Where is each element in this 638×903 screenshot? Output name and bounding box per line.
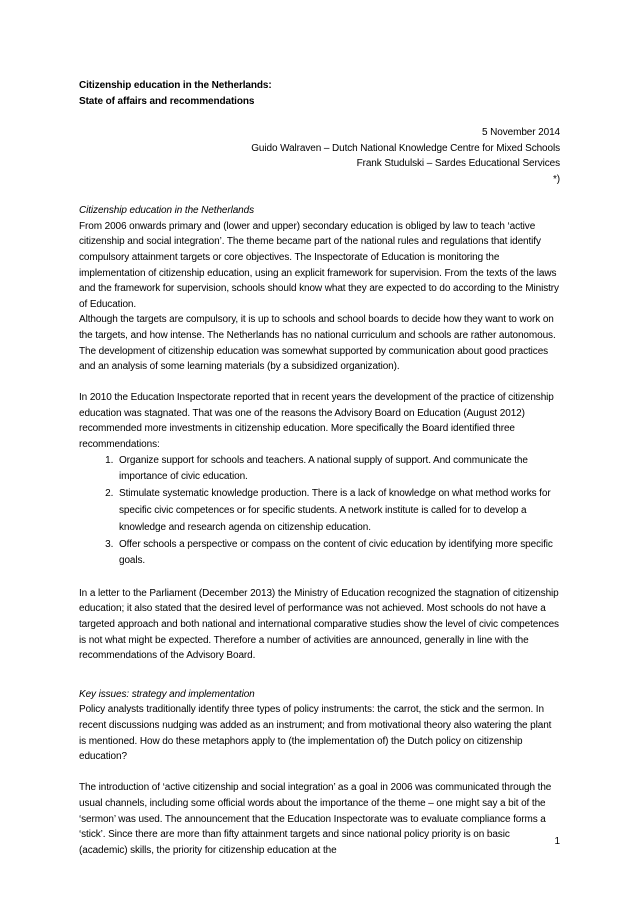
- paragraph: In a letter to the Parliament (December 2013) the Ministry of Education recognized the stagnation of citizenship education; it also stated that the desired level of performance was not achieved. Most schools do not have a targeted approach and both national and international comparative studies show the level of civic competences is not what might be expected. Therefore a number of activities are announced, generally in line with the recommendations of the Advisory Board.: [79, 587, 559, 662]
- paragraph: In 2010 the Education Inspectorate reported that in recent years the development of the practice of citizenship education was stagnated. That was one of the reasons the Advisory Board on Education (August 2012) recommended more investments in citizenship education. More specifically the Board identified three recommendations:: [79, 392, 554, 451]
- paragraph: Although the targets are compulsory, it is up to schools and school boards to decide how they want to work on the targets, and how intense. The Netherlands has no national curriculum and schools are rather autonomous. The development of citizenship education was somewhat supported by communication about good practices and an analysis of some learning materials (by a subsidized organization).: [79, 314, 556, 373]
- paragraph: The introduction of ‘active citizenship and social integration’ as a goal in 2006 was communicated through the usual channels, including some official words about the importance of the theme – one might say a bit of the ‘sermon’ was used. The announcement that the Education Inspectorate was to evaluate compliance forms a ‘stick’. Since there are more than fifty attainment targets and since national policy priority is on basic (academic) skills, the priority for citizenship education at the: [79, 782, 552, 856]
- paragraph: Policy analysts traditionally identify three types of policy instruments: the carrot, the stick and the sermon. In recent discussions nudging was added as an instrument; and from motivational theory also watering the plant is mentioned. How do these metaphors apply to (the implementation of) the Dutch policy on citizenship education?: [79, 704, 552, 763]
- spacer: [79, 188, 560, 204]
- document-date: 5 November 2014: [482, 127, 560, 139]
- paragraph: From 2006 onwards primary and (lower and upper) secondary education is obliged by law to teach ‘active citizenship and social integration’. The theme became part of the national rules and regulations that identify compulsory attainment targets or core objectives. The Inspectorate of Education is monitoring the implementation of citizenship education, using an explicit framework for supervision. From the texts of the laws and the framework for supervision, schools should know what they are expected to do according to the Ministry of Education.: [79, 220, 559, 310]
- recommendations-list: [79, 453, 560, 571]
- spacer: [79, 664, 560, 687]
- document-page: [79, 78, 560, 858]
- document-meta: [79, 125, 560, 187]
- author-1: Guido Walraven – Dutch National Knowledge Centre for Mixed Schools: [251, 142, 560, 154]
- spacer: [79, 765, 560, 781]
- spacer: [79, 570, 560, 586]
- list-item: 3. Offer schools a perspective or compass on the content of civic education by identifying more specific goals.: [116, 537, 560, 571]
- section-heading-citizenship-education: Citizenship education in the Netherlands: [79, 205, 254, 217]
- title-line-1: Citizenship education in the Netherlands:: [79, 80, 272, 91]
- section-heading-key-issues: Key issues: strategy and implementation: [79, 688, 255, 700]
- spacer: [79, 375, 560, 391]
- author-2: Frank Studulski – Sardes Educational Services: [356, 158, 560, 170]
- document-title: [79, 78, 560, 109]
- title-line-2: State of affairs and recommendations: [79, 95, 255, 107]
- page-number: 1: [554, 836, 560, 847]
- list-item: 2. Stimulate systematic knowledge production. There is a lack of knowledge on what method works for specific civic competences or for specific students. A network institute is called for to develop a knowledge and research agenda on citizenship education.: [116, 486, 560, 536]
- footnote-marker: *): [552, 173, 560, 185]
- list-item: 1. Organize support for schools and teachers. A national supply of support. And communicate the importance of civic education.: [116, 453, 560, 487]
